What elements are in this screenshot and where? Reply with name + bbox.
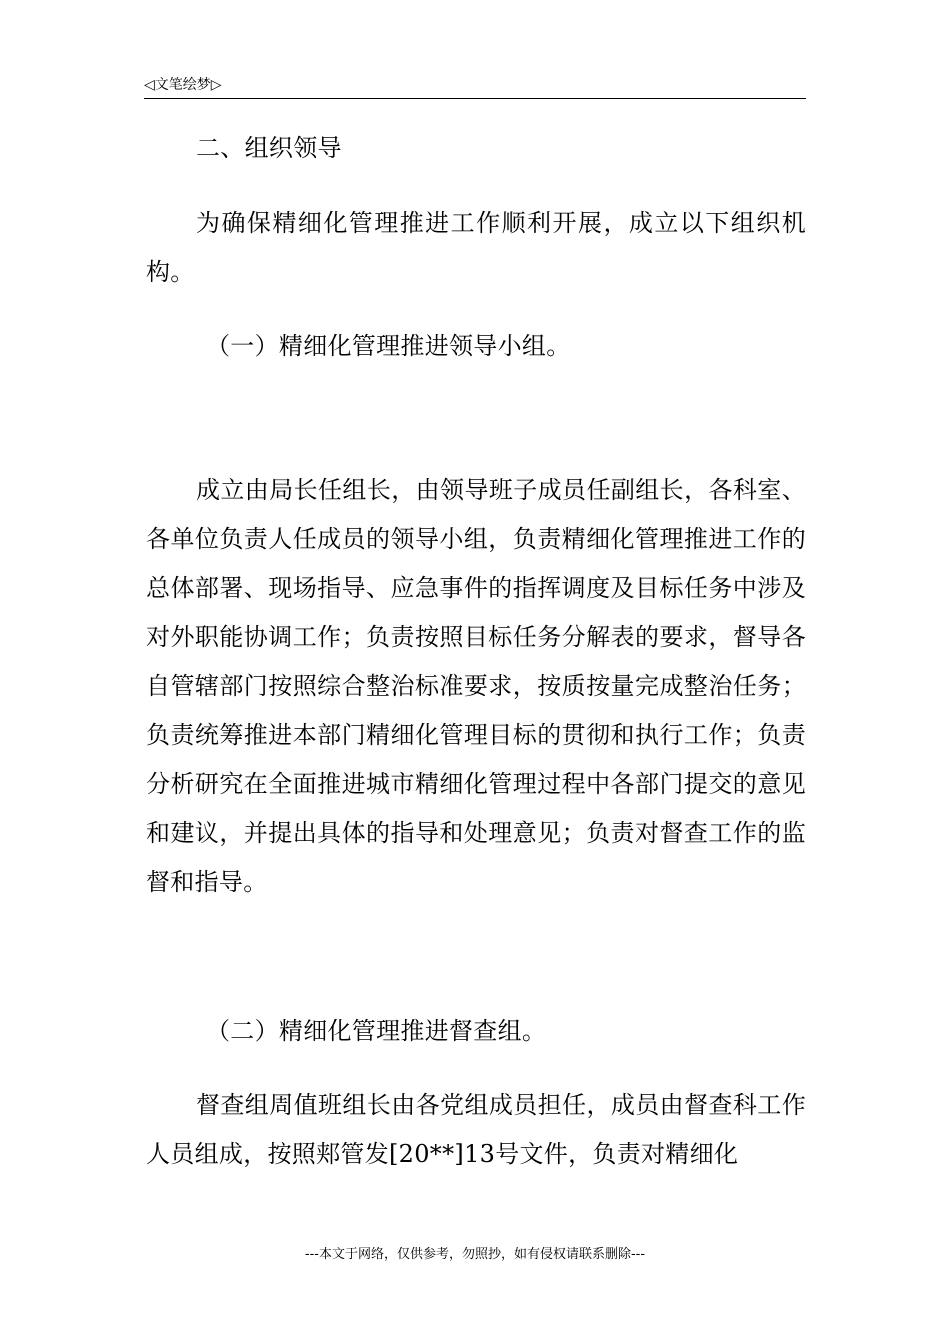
subsection-2-title: （二）精细化管理推进督查组。	[206, 1017, 547, 1045]
right-triangle-icon: ▷	[210, 77, 222, 93]
subsection-1-title: （一）精细化管理推进领导小组。	[206, 332, 571, 360]
intro-paragraph: 为确保精细化管理推进工作顺利开展，成立以下组织机构。	[146, 209, 806, 286]
section-heading: 二、组织领导	[196, 134, 342, 162]
header-title: 文笔绘梦	[154, 77, 211, 93]
subsection-2-paragraph: 督查组周值班组长由各党组成员担任，成员由督查科工作人员组成，按照郏管发[20**]13号文件，负责对精细化	[146, 1091, 806, 1168]
page-header	[144, 72, 806, 99]
subsection-1-paragraph: 成立由局长任组长，由领导班子成员任副组长，各科室、各单位负责人任成员的领导小组，负责精细化管理推进工作的总体部署、现场指导、应急事件的指挥调度及目标任务中涉及对外职能协调工作；负责按照目标任务分解表的要求，督导各自管辖部门按照综合整治标准要求，按质按量完成整治任务；负责统筹推进本部门精细化管理目标的贯彻和执行工作；负责分析研究在全面推进城市精细化管理过程中各部门提交的意见和建议，并提出具体的指导和处理意见；负责对督查工作的监督和指导。	[146, 476, 806, 896]
page-footer: ---本文于网络，仅供参考，勿照抄，如有侵权请联系删除---	[304, 1247, 646, 1262]
left-triangle-icon: ◁	[144, 77, 155, 93]
